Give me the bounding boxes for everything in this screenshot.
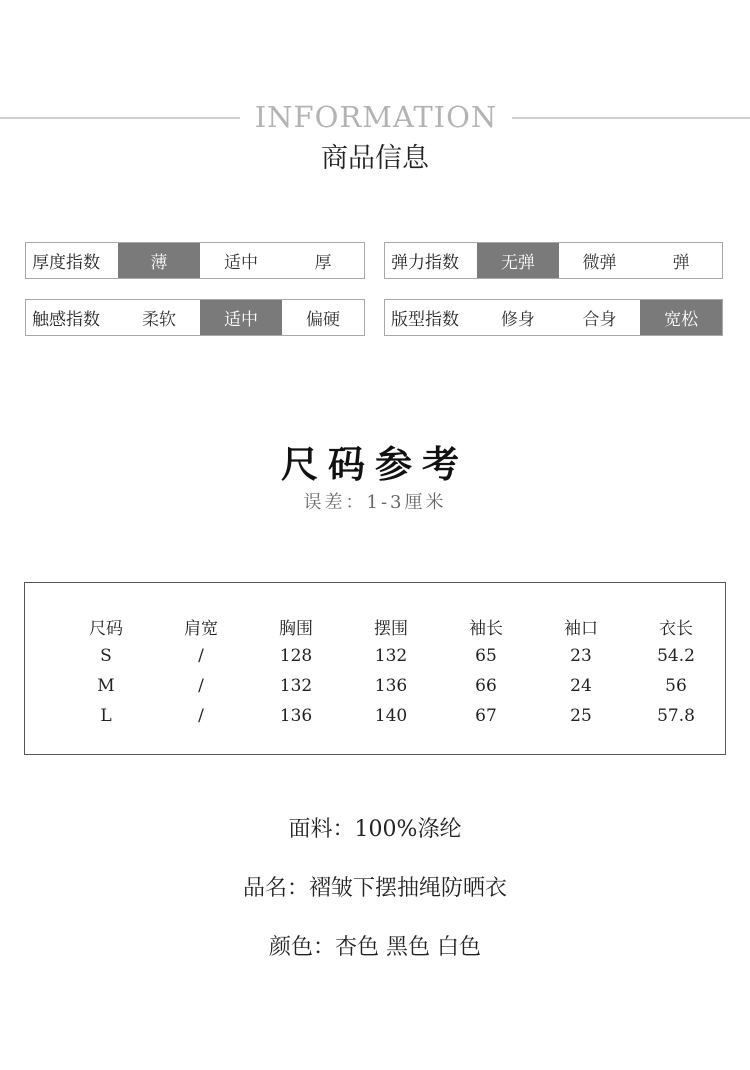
attr-option: 适中: [200, 300, 282, 335]
attr-option: 薄: [118, 243, 200, 278]
size-chart-box: [24, 582, 726, 755]
table-cell: 56: [665, 676, 687, 696]
size-reference-title: 尺码参考: [281, 442, 469, 486]
size-table: [70, 611, 735, 731]
table-cell: 136: [374, 676, 408, 696]
table-cell: L: [100, 706, 112, 726]
table-cell: /: [198, 646, 204, 666]
color-info: 颜色：杏色 黑色 白色: [269, 935, 481, 960]
attr-label: 弹力指数: [391, 253, 459, 273]
attr-option: 弹: [672, 253, 690, 273]
attr-option: 微弹: [582, 253, 617, 273]
product-info-title: 商品信息: [321, 143, 429, 174]
table-cell: 54.2: [657, 646, 695, 666]
table-row: [70, 701, 735, 731]
attr-option: 无弹: [477, 243, 559, 278]
header-divider-left: [0, 117, 240, 119]
table-cell: 25: [570, 706, 592, 726]
attr-option: 合身: [582, 310, 617, 330]
attr-option: 偏硬: [306, 310, 340, 330]
table-cell: /: [198, 706, 204, 726]
table-cell: 132: [374, 646, 408, 666]
table-cell: 65: [475, 646, 497, 666]
column-header: 衣长: [659, 618, 693, 639]
table-row: [70, 671, 735, 701]
table-cell: /: [198, 676, 204, 696]
size-table-header-row: [70, 611, 735, 641]
size-tolerance-note: 误差：1-3厘米: [303, 492, 447, 513]
table-cell: 128: [279, 646, 313, 666]
fabric-info: 面料：100%涤纶: [288, 817, 462, 842]
information-title: INFORMATION: [254, 100, 498, 134]
table-cell: 140: [374, 706, 408, 726]
table-cell: 136: [279, 706, 313, 726]
table-cell: M: [97, 676, 115, 696]
column-header: 胸围: [279, 618, 313, 639]
table-cell: S: [100, 646, 112, 666]
column-header: 尺码: [89, 618, 123, 639]
attr-option: 修身: [500, 310, 535, 330]
attr-row-elasticity: [384, 242, 723, 279]
table-cell: 66: [475, 676, 497, 696]
column-header: 肩宽: [184, 618, 218, 639]
attr-row-touch: [25, 299, 365, 336]
attr-option: 宽松: [640, 300, 722, 335]
column-header: 袖长: [469, 618, 503, 639]
attr-label: 版型指数: [391, 310, 459, 330]
attr-option: 柔软: [142, 310, 176, 330]
table-cell: 132: [279, 676, 313, 696]
table-cell: 57.8: [657, 706, 695, 726]
attr-row-thickness: [25, 242, 365, 279]
table-cell: 23: [570, 646, 592, 666]
product-name-info: 品名：褶皱下摆抽绳防晒衣: [242, 876, 507, 901]
column-header: 袖口: [564, 618, 598, 639]
column-header: 摆围: [374, 618, 408, 639]
attr-row-fit: [384, 299, 723, 336]
attr-label: 厚度指数: [32, 253, 100, 273]
table-row: [70, 641, 735, 671]
table-cell: 24: [570, 676, 592, 696]
table-cell: 67: [475, 706, 497, 726]
attr-label: 触感指数: [32, 310, 100, 330]
attr-option: 适中: [224, 253, 258, 273]
attr-option: 厚: [314, 253, 332, 273]
header-divider-right: [512, 117, 750, 119]
